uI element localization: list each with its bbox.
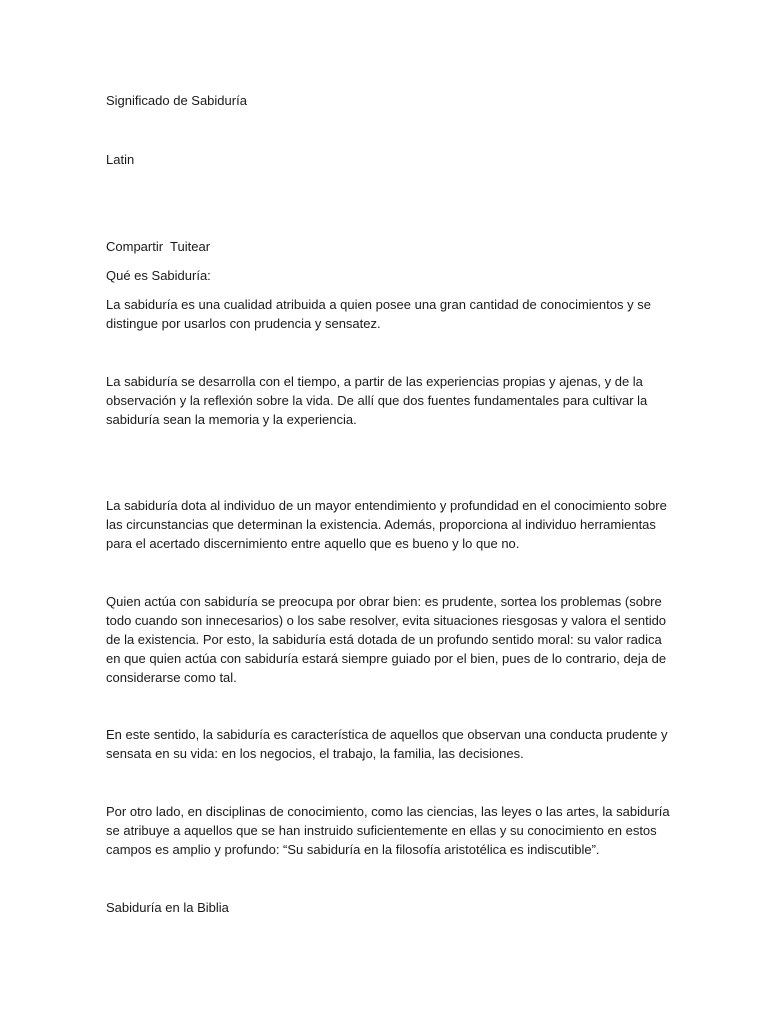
share-line: Compartir Tuitear [106, 239, 211, 254]
paragraph-2: La sabiduría se desarrolla con el tiempo, a partir de las experiencias propias y ajenas, y de la observación y la reflexión sobre la vida. De allí que dos fuentes fundamentales para cultivar la sabiduría sean la memoria y la experiencia. [106, 374, 648, 427]
paragraph-1: La sabiduría es una cualidad atribuida a quien posee una gran cantidad de conocimientos y se distingue por usarlos con prudencia y sensatez. [106, 297, 651, 331]
paragraph-3: La sabiduría dota al individuo de un mayor entendimiento y profundidad en el conocimiento sobre las circunstancias que determinan la existencia. Además, proporciona al individuo herramientas para el acertado discernimiento entre aquello que es bueno y lo que no. [106, 498, 667, 551]
document-title: Significado de Sabiduría [106, 93, 247, 108]
question-heading: Qué es Sabiduría: [106, 268, 211, 283]
paragraph-6: Por otro lado, en disciplinas de conocimiento, como las ciencias, las leyes o las artes, la sabiduría se atribuye a aquellos que se han instruido suficientemente en ellas y su conocimiento en estos campos es amplio y profundo: “Su sabiduría en la filosofía aristotélica es indiscutible”. [106, 804, 670, 857]
document-subtitle: Latin [106, 152, 135, 167]
section-heading: Sabiduría en la Biblia [106, 900, 229, 915]
paragraph-4: Quien actúa con sabiduría se preocupa por obrar bien: es prudente, sortea los problemas (sobre todo cuando son innecesarios) o los sabe resolver, evita situaciones riesgosas y valora el sentido de la existencia. Por esto, la sabiduría está dotada de un profundo sentido moral: su valor radica en que quien actúa con sabiduría estará siempre guiado por el bien, pues de lo contrario, deja de considerarse como tal. [106, 594, 667, 685]
paragraph-5: En este sentido, la sabiduría es característica de aquellos que observan una conducta prudente y sensata en su vida: en los negocios, el trabajo, la familia, las decisiones. [106, 727, 668, 761]
